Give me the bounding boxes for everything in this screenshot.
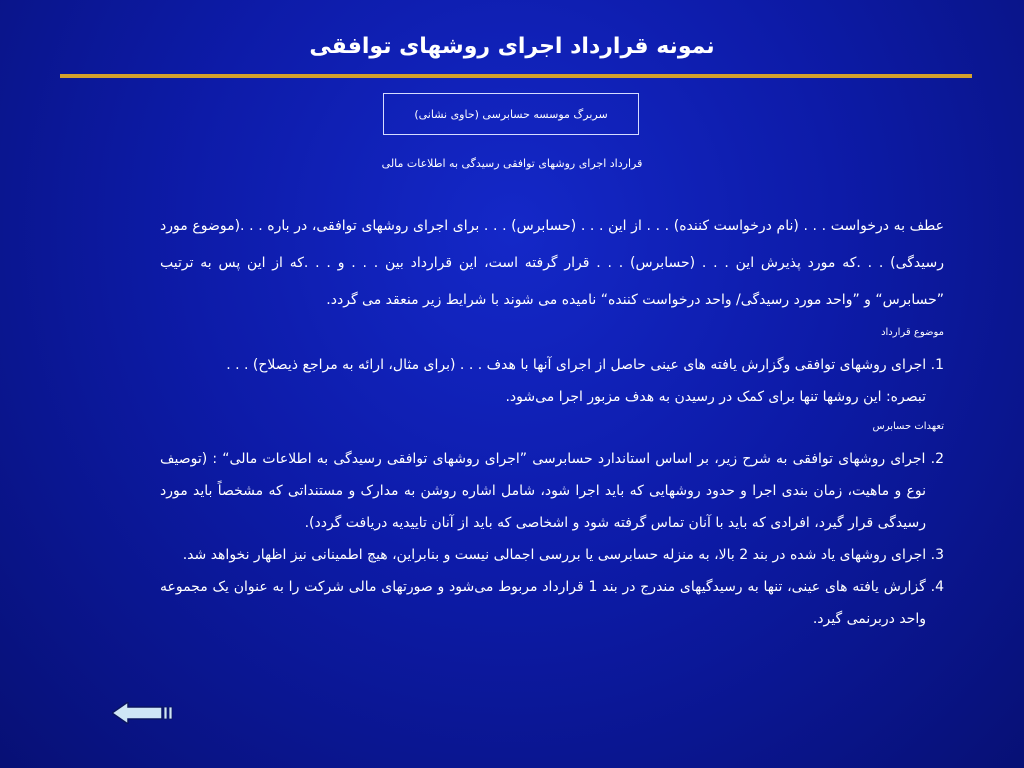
list-item-4: 4. گزارش یافته های عینی، تنها به رسیدگیهای مندرج در بند 1 قرارداد مربوط می‌شود و صورتهای مالی شرکت را به عنوان یک مجموعه واحد دربرنمی گیرد. — [160, 579, 944, 627]
title-divider — [60, 74, 972, 78]
section-heading-subject: موضوع قرارداد — [881, 327, 944, 338]
intro-paragraph: عطف به درخواست . . . (نام درخواست کننده) . . . از این . . . (حسابرس) . . . برای اجرای روشهای توافقی، در باره . . .(موضوع مورد رسیدگی) . . .که مورد پذیرش این . . . (حسابرس) . . . قرار گرفته است، این قرارداد بین . . . و . . .که از این پس به ترتیب ”حسابرس“ و ”واحد مورد رسیدگی/ واحد درخواست کننده“ نامیده می شوند با شرایط زیر منعقد می گردد. — [160, 218, 944, 308]
contract-subtitle: قرارداد اجرای روشهای توافقی رسیدگی به اطلاعات مالی — [381, 157, 643, 170]
list-item-2: 2. اجرای روشهای توافقی به شرح زیر، بر اساس استاندارد حسابرسی ”اجرای روشهای توافقی رسیدگی به اطلاعات مالی“ : (توصیف نوع و ماهیت، زمان بندی اجرا و حدود روشهایی که باید اجرا شود، شامل اشاره روشن به مدارک و مستنداتی که مشخصاً باید مورد رسیدگی قرار گیرد، افرادی که باید با آنان تماس گرفته شود و اشخاصی که باید از آنان تاییدیه دریافت گردد). — [160, 451, 944, 531]
letterhead-label: سربرگ موسسه حسابرسی (حاوی نشانی) — [414, 107, 608, 121]
list-item-3: 3. اجرای روشهای یاد شده در بند 2 بالا، به منزله حسابرسی یا بررسی اجمالی نیست و بنابراین، هیچ اطمینانی نیز اظهار نخواهد شد. — [182, 547, 944, 563]
section-heading-obligations: تعهدات حسابرس — [872, 421, 944, 432]
letterhead-box — [383, 93, 639, 135]
list-item-1-note: تبصره: این روشها تنها برای کمک در رسیدن به هدف مزبور اجرا می‌شود. — [505, 389, 926, 405]
list-item-1: 1. اجرای روشهای توافقی وگزارش یافته های عینی حاصل از اجرای آنها با هدف . . . (برای مثال، ارائه به مراجع ذیصلاح) . . . — [226, 357, 944, 373]
slide-title: نمونه قرارداد اجرای روشهای توافقی — [309, 34, 715, 59]
left-arrow-icon[interactable] — [112, 702, 174, 724]
contract-body — [160, 208, 944, 635]
